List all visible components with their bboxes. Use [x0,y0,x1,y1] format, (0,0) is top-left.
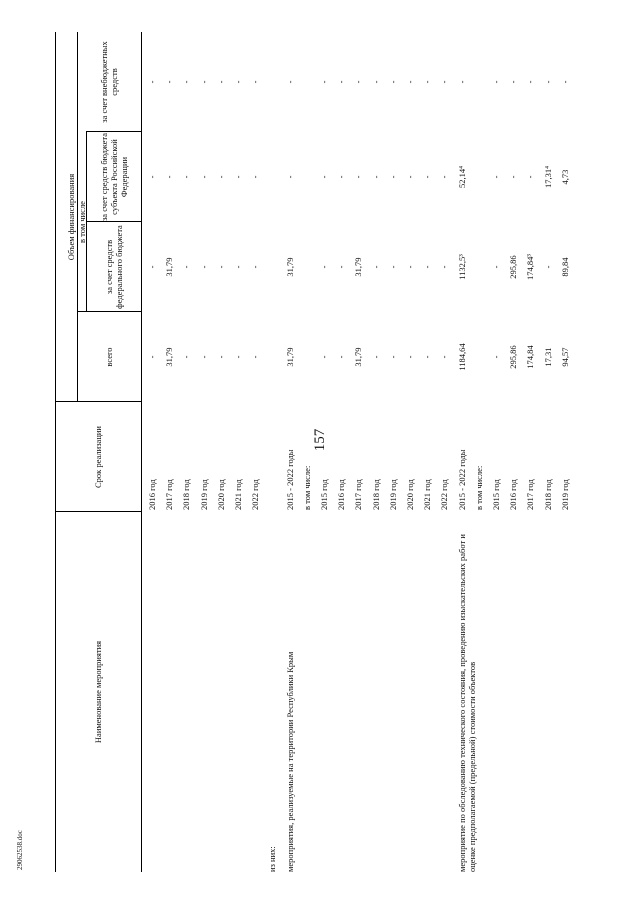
cell-regional: - [319,175,329,179]
cell-federal: - [181,265,192,269]
cell-federal: 31,79 [353,257,364,277]
cell-federal: - [491,265,501,269]
row-name: из них: [267,846,278,872]
cell-extra: - [233,80,243,84]
cell-period: 2019 год [387,479,398,510]
cell-total: - [319,355,329,359]
cell-extra: - [336,80,347,84]
cell-total: - [491,355,501,359]
cell-regional: - [370,175,381,179]
header-total: всего [104,347,114,367]
cell-total: - [250,355,261,359]
cell-period: 2015 год [491,479,501,510]
cell-total: 31,79 [353,347,364,367]
row-name: мероприятия, реализуемые на территории Республики Крым [284,651,295,872]
cell-total: 31,79 [284,347,295,367]
cell-period: 2018 год [181,479,192,510]
cell-period: 2016 год [147,479,157,510]
cell-extra: - [250,80,261,84]
cell-total: 1184,64 [456,343,467,371]
cell-period: 2018 год [370,479,381,510]
row-name: мероприятие по обследованию технического состояния, проведению изыскательских работ и оценке предполагаемой (предельной) стоимости объектов [456,534,477,872]
cell-period: 2016 год [508,479,519,510]
cell-extra: - [525,80,536,84]
header-subgroup: в том числе [76,201,87,243]
cell-extra: - [559,80,570,84]
cell-regional: - [525,175,536,179]
cell-period: 2017 год [164,479,175,510]
cell-period: 2015 - 2022 годы [284,449,295,510]
cell-federal: - [250,265,261,269]
cell-regional: 52,14⁴ [456,165,467,189]
cell-regional: - [181,175,192,179]
cell-total: - [422,355,433,359]
cell-total: - [215,355,226,359]
cell-period: 2018 год [542,479,553,510]
cell-federal: - [319,265,329,269]
cell-extra: - [405,80,415,84]
cell-regional: - [405,175,415,179]
cell-total: - [198,355,209,359]
cell-period: в том числе: [301,465,312,510]
cell-extra: - [508,80,519,84]
cell-period: 2019 год [198,479,209,510]
cell-extra: - [456,80,467,84]
cell-federal: - [233,265,243,269]
cell-total: - [147,355,157,359]
cell-federal: 89,84 [559,257,570,277]
cell-extra: - [198,80,209,84]
cell-regional: - [422,175,433,179]
cell-regional: - [164,175,175,179]
cell-extra: - [164,80,175,84]
cell-regional: 4,73 [559,169,570,185]
cell-extra: - [284,80,295,84]
cell-regional: - [387,175,398,179]
header-bottom-rule [141,32,142,872]
page-number: 157 [312,428,328,452]
header-period: Срок реализации [93,426,103,488]
cell-federal: - [198,265,209,269]
cell-regional: - [491,175,501,179]
cell-federal: 31,79 [284,257,295,277]
cell-extra: - [147,80,157,84]
cell-regional: - [284,175,295,179]
cell-regional: - [353,175,364,179]
cell-regional: - [198,175,209,179]
header-extra: за счет внебюджетных средств [99,41,119,123]
cell-extra: - [319,80,329,84]
cell-federal: 295,86 [508,255,519,279]
cell-extra: - [387,80,398,84]
cell-total: 17,31 [542,347,553,367]
cell-regional: - [147,175,157,179]
table-content [55,32,575,872]
cell-period: 2017 год [353,479,364,510]
cell-total: - [336,355,347,359]
cell-total: 174,84 [525,345,536,369]
cell-extra: - [370,80,381,84]
cell-period: 2015 год [319,479,329,510]
cell-federal: 31,79 [164,257,175,277]
cell-extra: - [439,80,450,84]
cell-regional: - [233,175,243,179]
cell-period: 2015 - 2022 годы [456,449,467,510]
cell-federal: - [147,265,157,269]
cell-period: 2020 год [405,479,415,510]
cell-total: - [439,355,450,359]
cell-period: 2021 год [422,479,433,510]
cell-period: 2021 год [233,479,243,510]
cell-period: в том числе: [473,465,484,510]
cell-total: 94,57 [559,347,570,367]
cell-federal: - [422,265,433,269]
cell-regional: - [508,175,519,179]
cell-period: 2019 год [559,479,570,510]
cell-period: 2016 год [336,479,347,510]
cell-period: 2017 год [525,479,536,510]
cell-federal: - [336,265,347,269]
cell-federal: - [387,265,398,269]
cell-federal: 174,84³ [525,254,536,280]
cell-federal: - [370,265,381,269]
financing-table-wrapper [55,32,575,872]
cell-federal: - [542,265,553,269]
cell-federal: - [215,265,226,269]
cell-total: 31,79 [164,347,175,367]
cell-total: 295,86 [508,345,519,369]
cell-regional: - [215,175,226,179]
header-federal: за счет средств федерального бюджета [103,225,124,309]
cell-federal: - [439,265,450,269]
cell-regional: - [439,175,450,179]
cell-total: - [370,355,381,359]
cell-federal: 1132,5³ [456,254,467,280]
cell-extra: - [542,80,553,84]
cell-extra: - [215,80,226,84]
cell-extra: - [353,80,364,84]
cell-total: - [387,355,398,359]
cell-period: 2022 год [439,479,450,510]
cell-period: 2022 год [250,479,261,510]
header-regional: за счет средств бюджета субъекта Российской Федерации [98,132,129,222]
cell-total: - [405,355,415,359]
cell-regional: 17,31⁴ [542,165,553,189]
cell-total: - [233,355,243,359]
cell-total: - [181,355,192,359]
header-group: Объем финансирования [66,173,76,261]
cell-federal: - [405,265,415,269]
header-name: Наименование мероприятия [93,640,103,744]
financing-table [55,32,575,872]
cell-period: 2020 год [215,479,226,510]
cell-extra: - [491,80,501,84]
cell-extra: - [422,80,433,84]
cell-regional: - [250,175,261,179]
document-code: 29062538.doc [16,830,24,870]
cell-regional: - [336,175,347,179]
cell-extra: - [181,80,192,84]
